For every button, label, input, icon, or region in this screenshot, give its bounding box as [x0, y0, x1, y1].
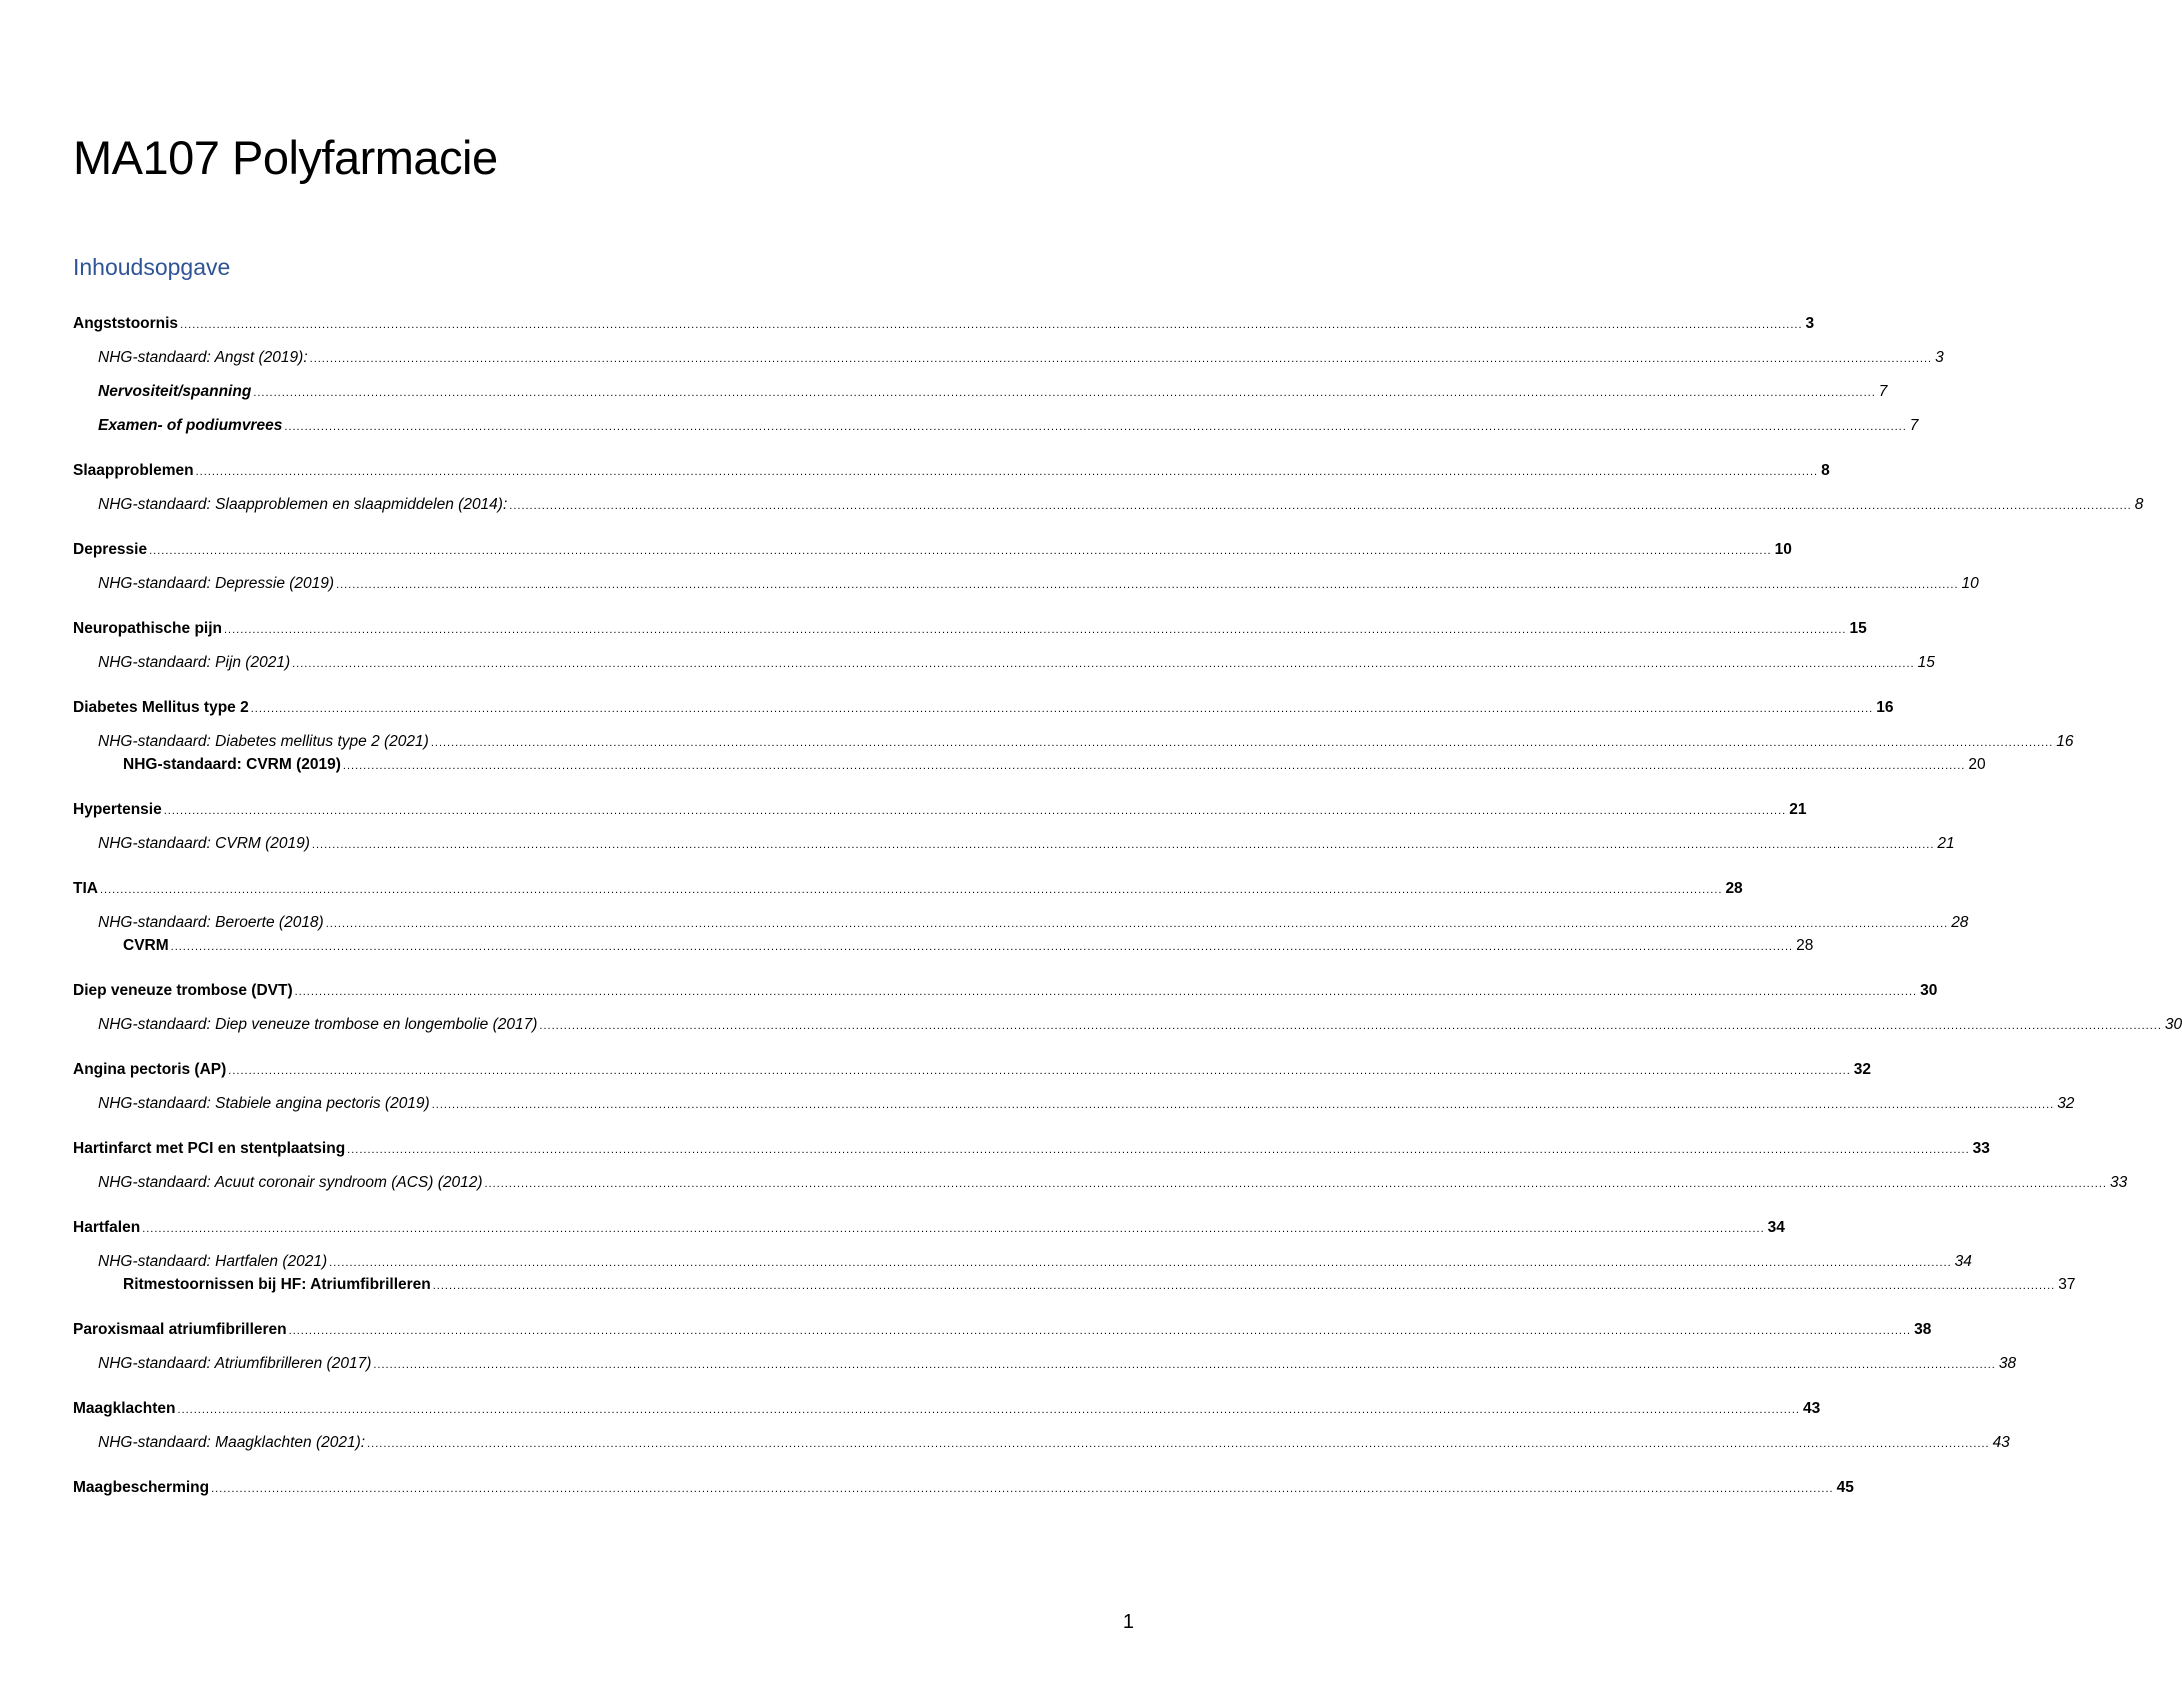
toc-dot-leader: ................................................................................................................................................................................................................................................................................................................................................................................................................	[142, 1223, 1765, 1235]
toc-entry-page: 15	[1849, 620, 1867, 637]
toc-entry-label: Depressie	[73, 541, 148, 558]
toc-entry[interactable]	[73, 1249, 1972, 1274]
table-of-contents	[73, 311, 2182, 1500]
toc-entry[interactable]	[73, 876, 1743, 901]
toc-entry-label: NHG-standaard: CVRM (2019)	[123, 756, 341, 773]
toc-entry[interactable]	[73, 1215, 1785, 1240]
toc-entry-page: 7	[1878, 383, 1888, 400]
toc-entry-label: Hartfalen	[73, 1219, 141, 1236]
toc-dot-leader: ................................................................................................................................................................................................................................................................................................................................................................................................................	[211, 1483, 1834, 1495]
toc-entry[interactable]	[73, 1136, 1990, 1161]
toc-entry-page: 38	[1998, 1355, 2017, 1372]
toc-dot-leader: ................................................................................................................................................................................................................................................................................................................................................................................................................	[309, 353, 1933, 365]
toc-entry-label: Diabetes Mellitus type 2	[73, 699, 249, 716]
toc-entry-label: NHG-standaard: Pijn (2021)	[98, 654, 291, 671]
toc-dot-leader: ................................................................................................................................................................................................................................................................................................................................................................................................................	[336, 579, 1959, 591]
toc-dot-leader: ................................................................................................................................................................................................................................................................................................................................................................................................................	[195, 466, 1819, 478]
toc-entry-label: Ritmestoornissen bij HF: Atriumfibrilleren	[123, 1276, 431, 1293]
toc-entry-page: 38	[1914, 1321, 1932, 1338]
toc-entry-page: 21	[1789, 801, 1807, 818]
toc-entry[interactable]	[73, 752, 1986, 777]
toc-entry-page: 10	[1774, 541, 1792, 558]
toc-entry-page: 30	[2164, 1016, 2182, 1033]
toc-dot-leader: ................................................................................................................................................................................................................................................................................................................................................................................................................	[228, 1065, 1851, 1077]
toc-entry-page: 34	[1954, 1253, 1972, 1270]
toc-entry-page: 30	[1920, 982, 1938, 999]
toc-entry-page: 28	[1951, 914, 1969, 931]
toc-entry-label: Examen- of podiumvrees	[98, 417, 283, 434]
toc-entry[interactable]	[73, 345, 1944, 370]
toc-entry-label: NHG-standaard: Stabiele angina pectoris (2019)	[98, 1095, 430, 1112]
toc-entry-label: NHG-standaard: Diep veneuze trombose en longembolie (2017)	[98, 1016, 538, 1033]
toc-entry-label: NHG-standaard: CVRM (2019)	[98, 835, 310, 852]
toc-dot-leader: ................................................................................................................................................................................................................................................................................................................................................................................................................	[224, 624, 1847, 636]
toc-entry[interactable]	[73, 311, 1815, 336]
toc-dot-leader: ................................................................................................................................................................................................................................................................................................................................................................................................................	[311, 839, 1935, 851]
toc-entry[interactable]	[73, 1317, 1932, 1342]
toc-entry[interactable]	[73, 1430, 2010, 1455]
toc-entry[interactable]	[73, 933, 1814, 958]
toc-entry-page: 45	[1836, 1479, 1854, 1496]
toc-entry-page: 32	[2057, 1095, 2075, 1112]
toc-dot-leader: ................................................................................................................................................................................................................................................................................................................................................................................................................	[509, 500, 2132, 512]
toc-dot-leader: ................................................................................................................................................................................................................................................................................................................................................................................................................	[539, 1020, 2162, 1032]
toc-entry[interactable]	[73, 571, 1979, 596]
toc-entry[interactable]	[73, 910, 1969, 935]
toc-entry-label: Neuropathische pijn	[73, 620, 222, 637]
toc-entry-page: 21	[1937, 835, 1955, 852]
toc-entry-page: 28	[1796, 937, 1814, 954]
toc-dot-leader: ................................................................................................................................................................................................................................................................................................................................................................................................................	[367, 1438, 1990, 1450]
toc-entry-page: 32	[1853, 1061, 1872, 1078]
toc-entry[interactable]	[73, 1396, 1821, 1421]
page-number: 1	[1122, 1611, 1134, 1633]
toc-dot-leader: ................................................................................................................................................................................................................................................................................................................................................................................................................	[177, 1404, 1800, 1416]
toc-entry[interactable]	[73, 978, 1938, 1003]
toc-entry-page: 16	[1876, 699, 1894, 716]
toc-entry-label: NHG-standaard: Acuut coronair syndroom (ACS) (2012)	[98, 1174, 483, 1191]
toc-entry[interactable]	[73, 458, 1830, 483]
toc-entry[interactable]	[73, 695, 1894, 720]
toc-entry-label: NHG-standaard: Atriumfibrilleren (2017)	[98, 1355, 372, 1372]
toc-entry-label: Hartinfarct met PCI en stentplaatsing	[73, 1140, 346, 1157]
toc-entry-label: Angina pectoris (AP)	[73, 1061, 227, 1078]
toc-entry[interactable]	[73, 379, 1888, 404]
toc-entry-label: NHG-standaard: Angst (2019):	[98, 349, 308, 366]
toc-dot-leader: ................................................................................................................................................................................................................................................................................................................................................................................................................	[342, 760, 1966, 772]
toc-dot-leader: ................................................................................................................................................................................................................................................................................................................................................................................................................	[329, 1257, 1952, 1269]
toc-entry-page: 37	[2058, 1276, 2076, 1293]
toc-entry-page: 43	[1802, 1400, 1821, 1417]
toc-entry-label: NHG-standaard: Hartfalen (2021)	[98, 1253, 328, 1270]
toc-entry-label: Slaapproblemen	[73, 462, 194, 479]
toc-entry[interactable]	[73, 492, 2144, 517]
toc-entry-page: 34	[1767, 1219, 1785, 1236]
toc-dot-leader: ................................................................................................................................................................................................................................................................................................................................................................................................................	[292, 658, 1915, 670]
toc-dot-leader: ................................................................................................................................................................................................................................................................................................................................................................................................................	[170, 941, 1794, 953]
toc-entry[interactable]	[73, 1057, 1872, 1082]
toc-entry[interactable]	[73, 413, 1919, 438]
toc-dot-leader: ................................................................................................................................................................................................................................................................................................................................................................................................................	[347, 1144, 1970, 1156]
toc-entry-page: 33	[2109, 1174, 2128, 1191]
toc-dot-leader: ................................................................................................................................................................................................................................................................................................................................................................................................................	[430, 737, 2054, 749]
toc-entry-page: 15	[1917, 654, 1935, 671]
toc-entry-page: 28	[1725, 880, 1743, 897]
toc-entry-label: Paroxismaal atriumfibrilleren	[73, 1321, 287, 1338]
toc-dot-leader: ................................................................................................................................................................................................................................................................................................................................................................................................................	[284, 421, 1907, 433]
toc-dot-leader: ................................................................................................................................................................................................................................................................................................................................................................................................................	[253, 387, 1876, 399]
toc-dot-leader: ................................................................................................................................................................................................................................................................................................................................................................................................................	[99, 884, 1723, 896]
toc-entry-label: NHG-standaard: Slaapproblemen en slaapmiddelen (2014):	[98, 496, 508, 513]
toc-entry-label: NHG-standaard: Beroerte (2018)	[98, 914, 324, 931]
toc-dot-leader: ................................................................................................................................................................................................................................................................................................................................................................................................................	[294, 986, 1918, 998]
toc-entry-page: 8	[1821, 462, 1830, 479]
toc-entry[interactable]	[73, 729, 2074, 754]
toc-entry-label: Angststoornis	[73, 315, 179, 332]
toc-entry-label: Maagbescherming	[73, 1479, 210, 1496]
toc-entry-label: Nervositeit/spanning	[98, 383, 252, 400]
toc-entry[interactable]	[73, 1012, 2182, 1037]
toc-entry-page: 43	[1992, 1434, 2010, 1451]
toc-dot-leader: ................................................................................................................................................................................................................................................................................................................................................................................................................	[484, 1178, 2107, 1190]
toc-entry[interactable]	[73, 1091, 2075, 1116]
toc-entry[interactable]	[73, 797, 1807, 822]
toc-entry-page: 3	[1805, 315, 1815, 332]
toc-entry-label: NHG-standaard: Depressie (2019)	[98, 575, 335, 592]
toc-dot-leader: ................................................................................................................................................................................................................................................................................................................................................................................................................	[288, 1325, 1912, 1337]
toc-dot-leader: ................................................................................................................................................................................................................................................................................................................................................................................................................	[373, 1359, 1996, 1371]
toc-dot-leader: ................................................................................................................................................................................................................................................................................................................................................................................................................	[149, 545, 1772, 557]
toc-entry-page: 7	[1909, 417, 1919, 434]
toc-dot-leader: ................................................................................................................................................................................................................................................................................................................................................................................................................	[432, 1280, 2056, 1292]
toc-entry-page: 3	[1935, 349, 1944, 366]
toc-entry-page: 33	[1972, 1140, 1990, 1157]
toc-entry[interactable]	[73, 616, 1867, 641]
toc-dot-leader: ................................................................................................................................................................................................................................................................................................................................................................................................................	[180, 319, 1803, 331]
toc-entry-label: Hypertensie	[73, 801, 162, 818]
toc-dot-leader: ................................................................................................................................................................................................................................................................................................................................................................................................................	[431, 1099, 2055, 1111]
toc-entry-page: 10	[1961, 575, 1979, 592]
toc-entry[interactable]	[73, 537, 1792, 562]
toc-dot-leader: ................................................................................................................................................................................................................................................................................................................................................................................................................	[163, 805, 1787, 817]
toc-entry-page: 20	[1968, 756, 1986, 773]
toc-entry[interactable]	[73, 1272, 2076, 1297]
toc-heading: Inhoudsopgave	[73, 254, 231, 280]
toc-entry-label: TIA	[73, 880, 98, 897]
toc-dot-leader: ................................................................................................................................................................................................................................................................................................................................................................................................................	[325, 918, 1949, 930]
toc-entry-label: CVRM	[123, 937, 169, 954]
toc-entry-page: 16	[2056, 733, 2074, 750]
toc-entry-label: NHG-standaard: Maagklachten (2021):	[98, 1434, 366, 1451]
toc-entry[interactable]	[73, 1351, 2017, 1376]
toc-entry-label: Diep veneuze trombose (DVT)	[73, 982, 293, 999]
toc-entry[interactable]	[73, 650, 1935, 675]
toc-entry[interactable]	[73, 831, 1955, 856]
document-title: MA107 Polyfarmacie	[73, 131, 498, 184]
toc-entry[interactable]	[73, 1170, 2128, 1195]
toc-entry-label: Maagklachten	[73, 1400, 176, 1417]
toc-entry[interactable]	[73, 1475, 1854, 1500]
toc-entry-page: 8	[2134, 496, 2144, 513]
toc-entry-label: NHG-standaard: Diabetes mellitus type 2 (2021)	[98, 733, 429, 750]
toc-dot-leader: ................................................................................................................................................................................................................................................................................................................................................................................................................	[250, 703, 1874, 715]
